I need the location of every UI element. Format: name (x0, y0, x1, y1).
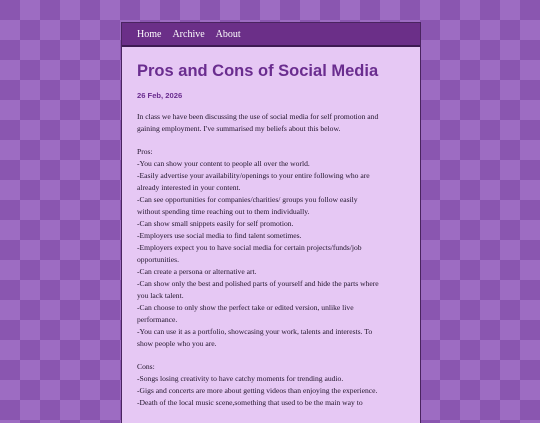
cons-line: -Songs losing creativity to have catchy moments for trending audio. (137, 374, 344, 383)
pros-line: -Easily advertise your availability/openings to your entire following who are (137, 171, 370, 180)
pros-line: -Can show small snippets easily for self promotion. (137, 219, 294, 228)
nav-home-link[interactable]: Home (137, 28, 162, 40)
pros-line: -Employers use social media to find talent sometimes. (137, 231, 302, 240)
cons-list (137, 361, 405, 409)
cons-line: -Death of the local music scene,something that used to be the main way to (137, 398, 363, 407)
pros-line: performance. (137, 315, 178, 324)
pros-line: you lack talent. (137, 291, 184, 300)
pros-line: opportunities. (137, 255, 179, 264)
pros-line: -You can use it as a portfolio, showcasing your work, talents and interests. To (137, 327, 373, 336)
post-content (122, 62, 420, 409)
pros-line: already interested in your content. (137, 183, 241, 192)
pros-line: -Employers expect you to have social media for certain projects/funds/job (137, 243, 362, 252)
cons-line: Cons: (137, 362, 155, 371)
pros-line: Pros: (137, 147, 153, 156)
post-title: Pros and Cons of Social Media (137, 62, 379, 80)
pros-line: show people who you are. (137, 339, 217, 348)
pros-line: -You can show your content to people all over the world. (137, 159, 310, 168)
intro-line: gaining employment. I've summarised my beliefs about this below. (137, 124, 341, 133)
pros-line: -Can show only the best and polished parts of yourself and hide the parts where (137, 279, 379, 288)
pros-line: -Can choose to only show the perfect take or edited version, unlike live (137, 303, 354, 312)
intro-paragraph (137, 111, 405, 135)
pros-line: without spending time reaching out to them individually. (137, 207, 310, 216)
pros-list (137, 146, 405, 350)
post-container (121, 22, 421, 423)
post-date: 26 Feb, 2026 (137, 91, 183, 100)
navbar (122, 23, 420, 47)
cons-line: -Gigs and concerts are more about getting videos than enjoying the experience. (137, 386, 378, 395)
nav-archive-link[interactable]: Archive (172, 28, 205, 40)
pros-line: -Can create a persona or alternative art. (137, 267, 257, 276)
nav-about-link[interactable]: About (215, 28, 241, 40)
pros-line: -Can see opportunities for companies/charities/ groups you follow easily (137, 195, 358, 204)
intro-line: In class we have been discussing the use of social media for self promotion and (137, 112, 379, 121)
